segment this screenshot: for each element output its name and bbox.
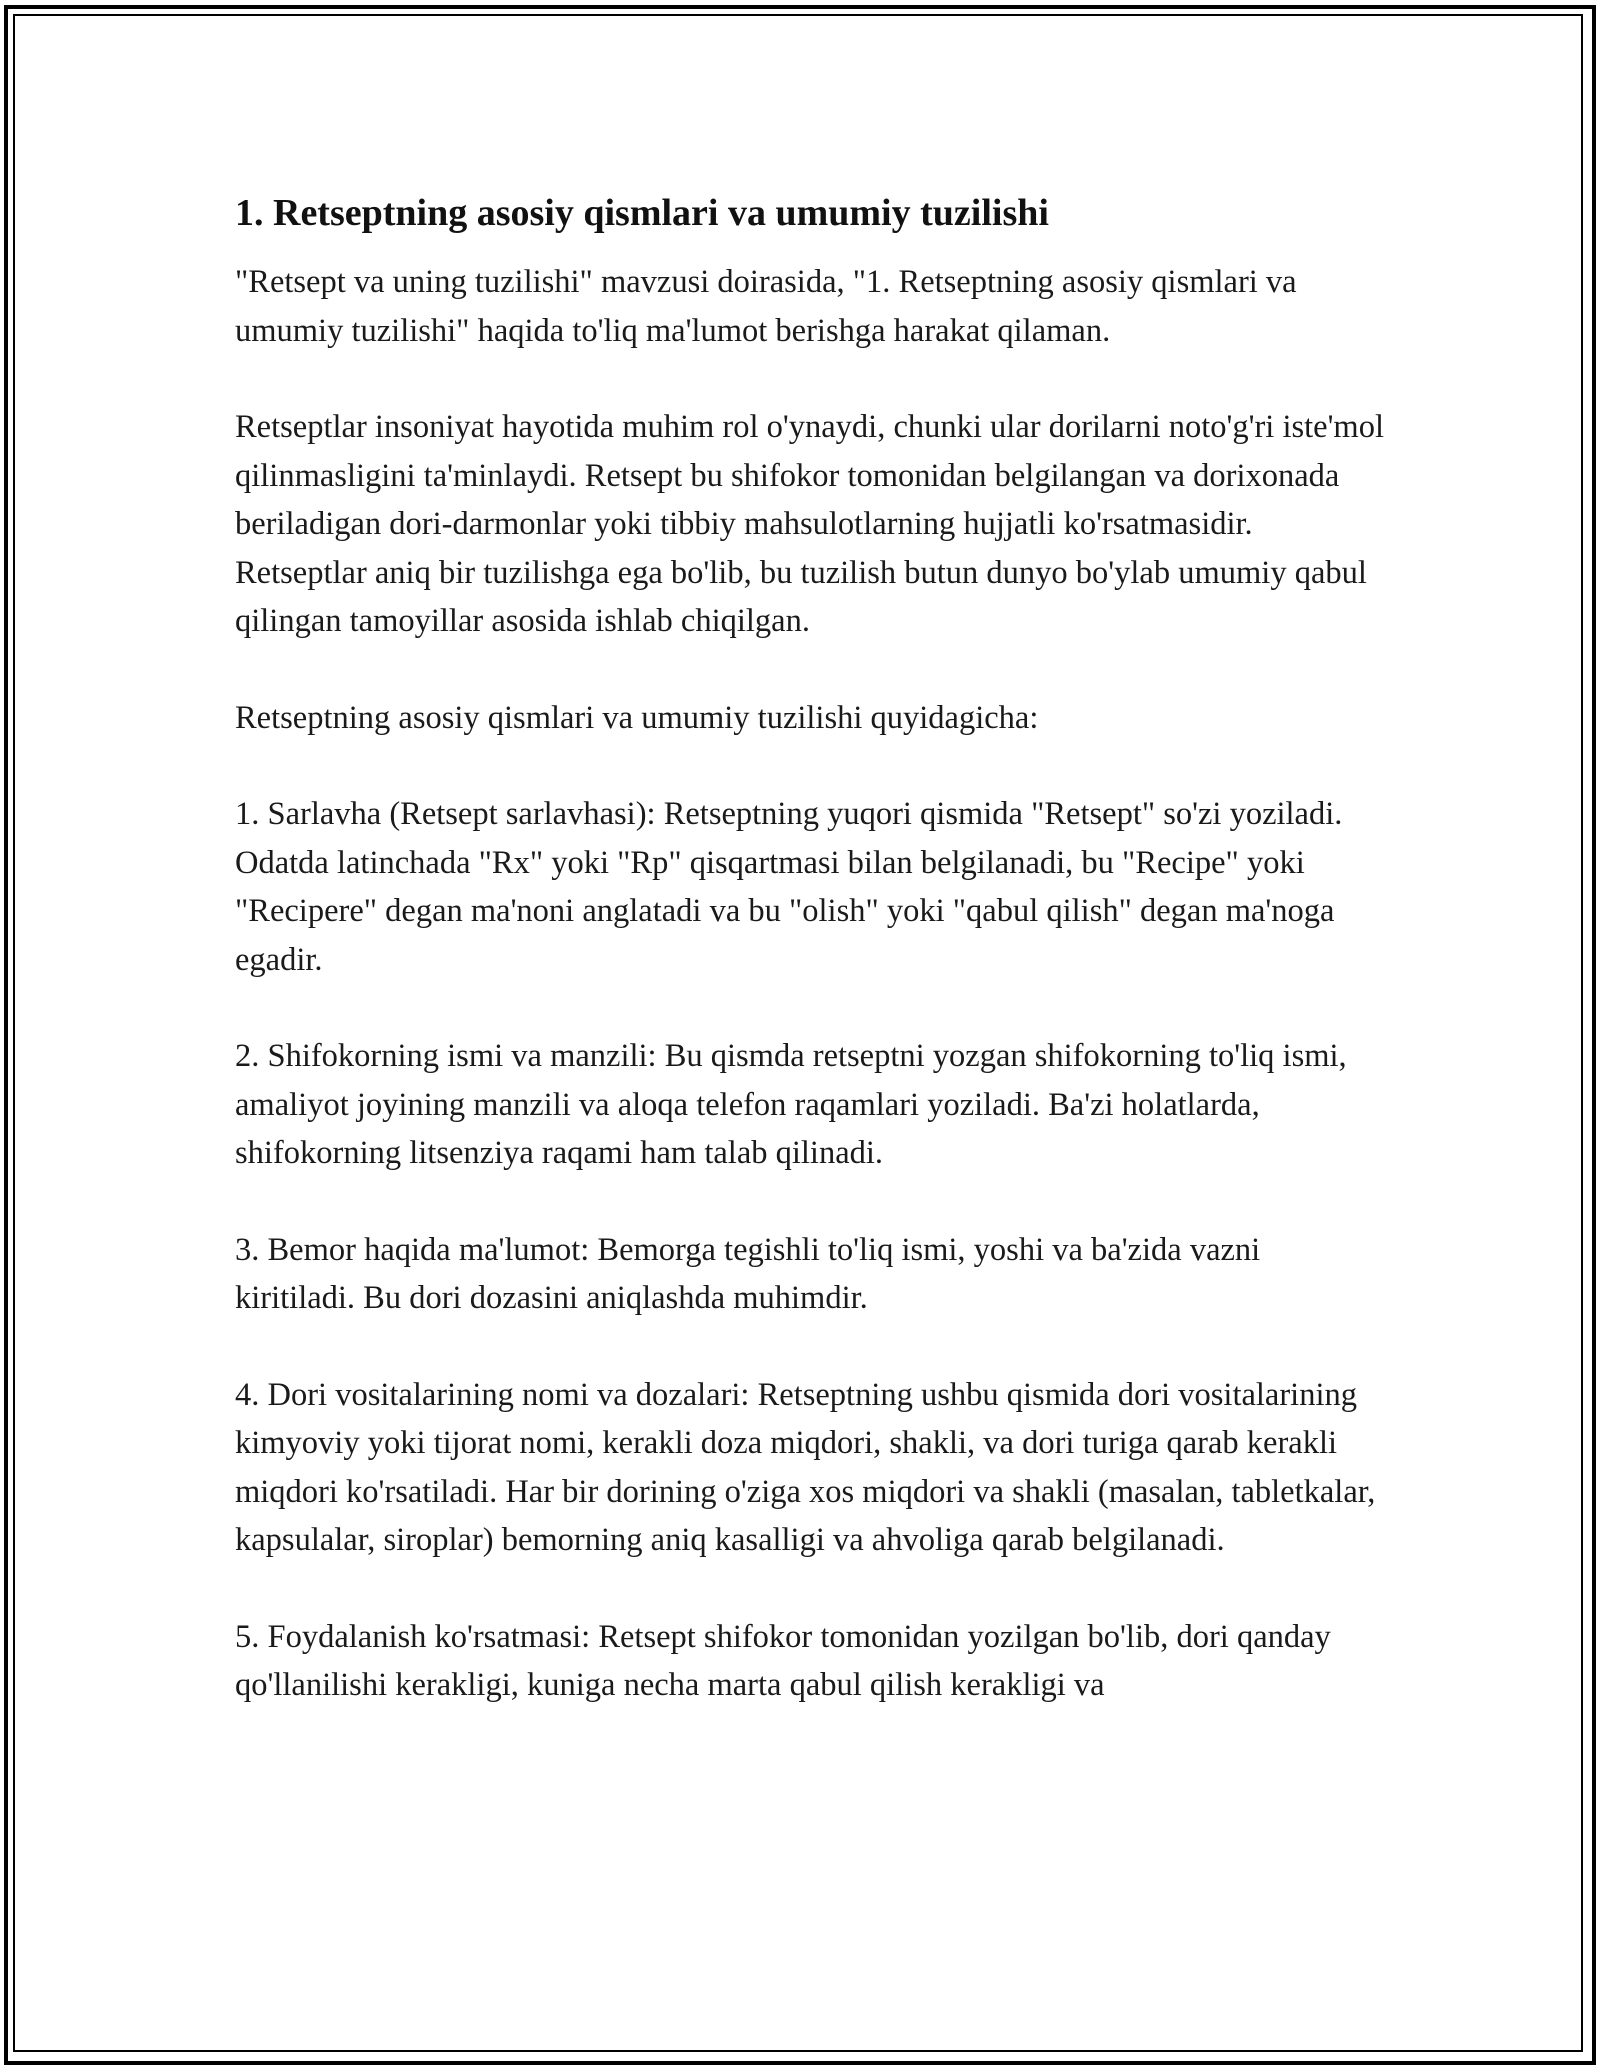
paragraph-structure-lead: Retseptning asosiy qismlari va umumiy tuzilishi quyidagicha: (235, 699, 1039, 736)
list-item-usage-instructions: 5. Foydalanish ko'rsatmasi: Retsept shifokor tomonidan yozilgan bo'lib, dori qanday qo'llanilishi kerakligi, kuniga necha marta qabul qilish kerakligi va (235, 1618, 1331, 1703)
document-title: 1. Retseptning asosiy qismlari va umumiy tuzilishi (235, 192, 1049, 234)
paragraph-overview: Retseptlar insoniyat hayotida muhim rol o'ynaydi, chunki ular dorilarni noto'g'ri iste'mol qilinmasligini ta'minlaydi. Retsept bu shifokor tomonidan belgilangan va dorixonada beriladigan dori-darmonlar yoki tibbiy mahsulotlarning hujjatli ko'rsatmasidir. Retseptlar aniq bir tuzilishga ega bo'lib, bu tuzilish butun dunyo bo'ylab umumiy qabul qilingan tamoyillar asosida ishlab chiqilgan. (235, 409, 1384, 639)
document-body (235, 186, 1385, 1710)
list-item-medication-dosage: 4. Dori vositalarining nomi va dozalari: Retseptning ushbu qismida dori vositalarining kimyoviy yoki tijorat nomi, kerakli doza miqdori, shakli, va dori turiga qarab kerakli miqdori ko'rsatiladi. Har bir dorining o'ziga xos miqdori va shakli (masalan, tabletkalar, kapsulalar, siroplar) bemorning aniq kasalligi va ahvoliga qarab belgilanadi. (235, 1376, 1376, 1558)
list-item-heading: 1. Sarlavha (Retsept sarlavhasi): Retseptning yuqori qismida "Retsept" so'zi yoziladi. Odatda latinchada "Rx" yoki "Rp" qisqartmasi bilan belgilanadi, bu "Recipe" yoki "Recipere" degan ma'noni anglatadi va bu "olish" yoki "qabul qilish" degan ma'noga egadir. (235, 796, 1343, 978)
paragraph-intro: "Retsept va uning tuzilishi" mavzusi doirasida, "1. Retseptning asosiy qismlari va umumiy tuzilishi" haqida to'liq ma'lumot berishga harakat qilaman. (235, 264, 1297, 349)
list-item-patient-info: 3. Bemor haqida ma'lumot: Bemorga tegishli to'liq ismi, yoshi va ba'zida vazni kiritiladi. Bu dori dozasini aniqlashda muhimdir. (235, 1231, 1261, 1316)
list-item-doctor-info: 2. Shifokorning ismi va manzili: Bu qismda retseptni yozgan shifokorning to'liq ismi, amaliyot joyining manzili va aloqa telefon raqamlari yoziladi. Ba'zi holatlarda, shifokorning litsenziya raqami ham talab qilinadi. (235, 1038, 1347, 1171)
